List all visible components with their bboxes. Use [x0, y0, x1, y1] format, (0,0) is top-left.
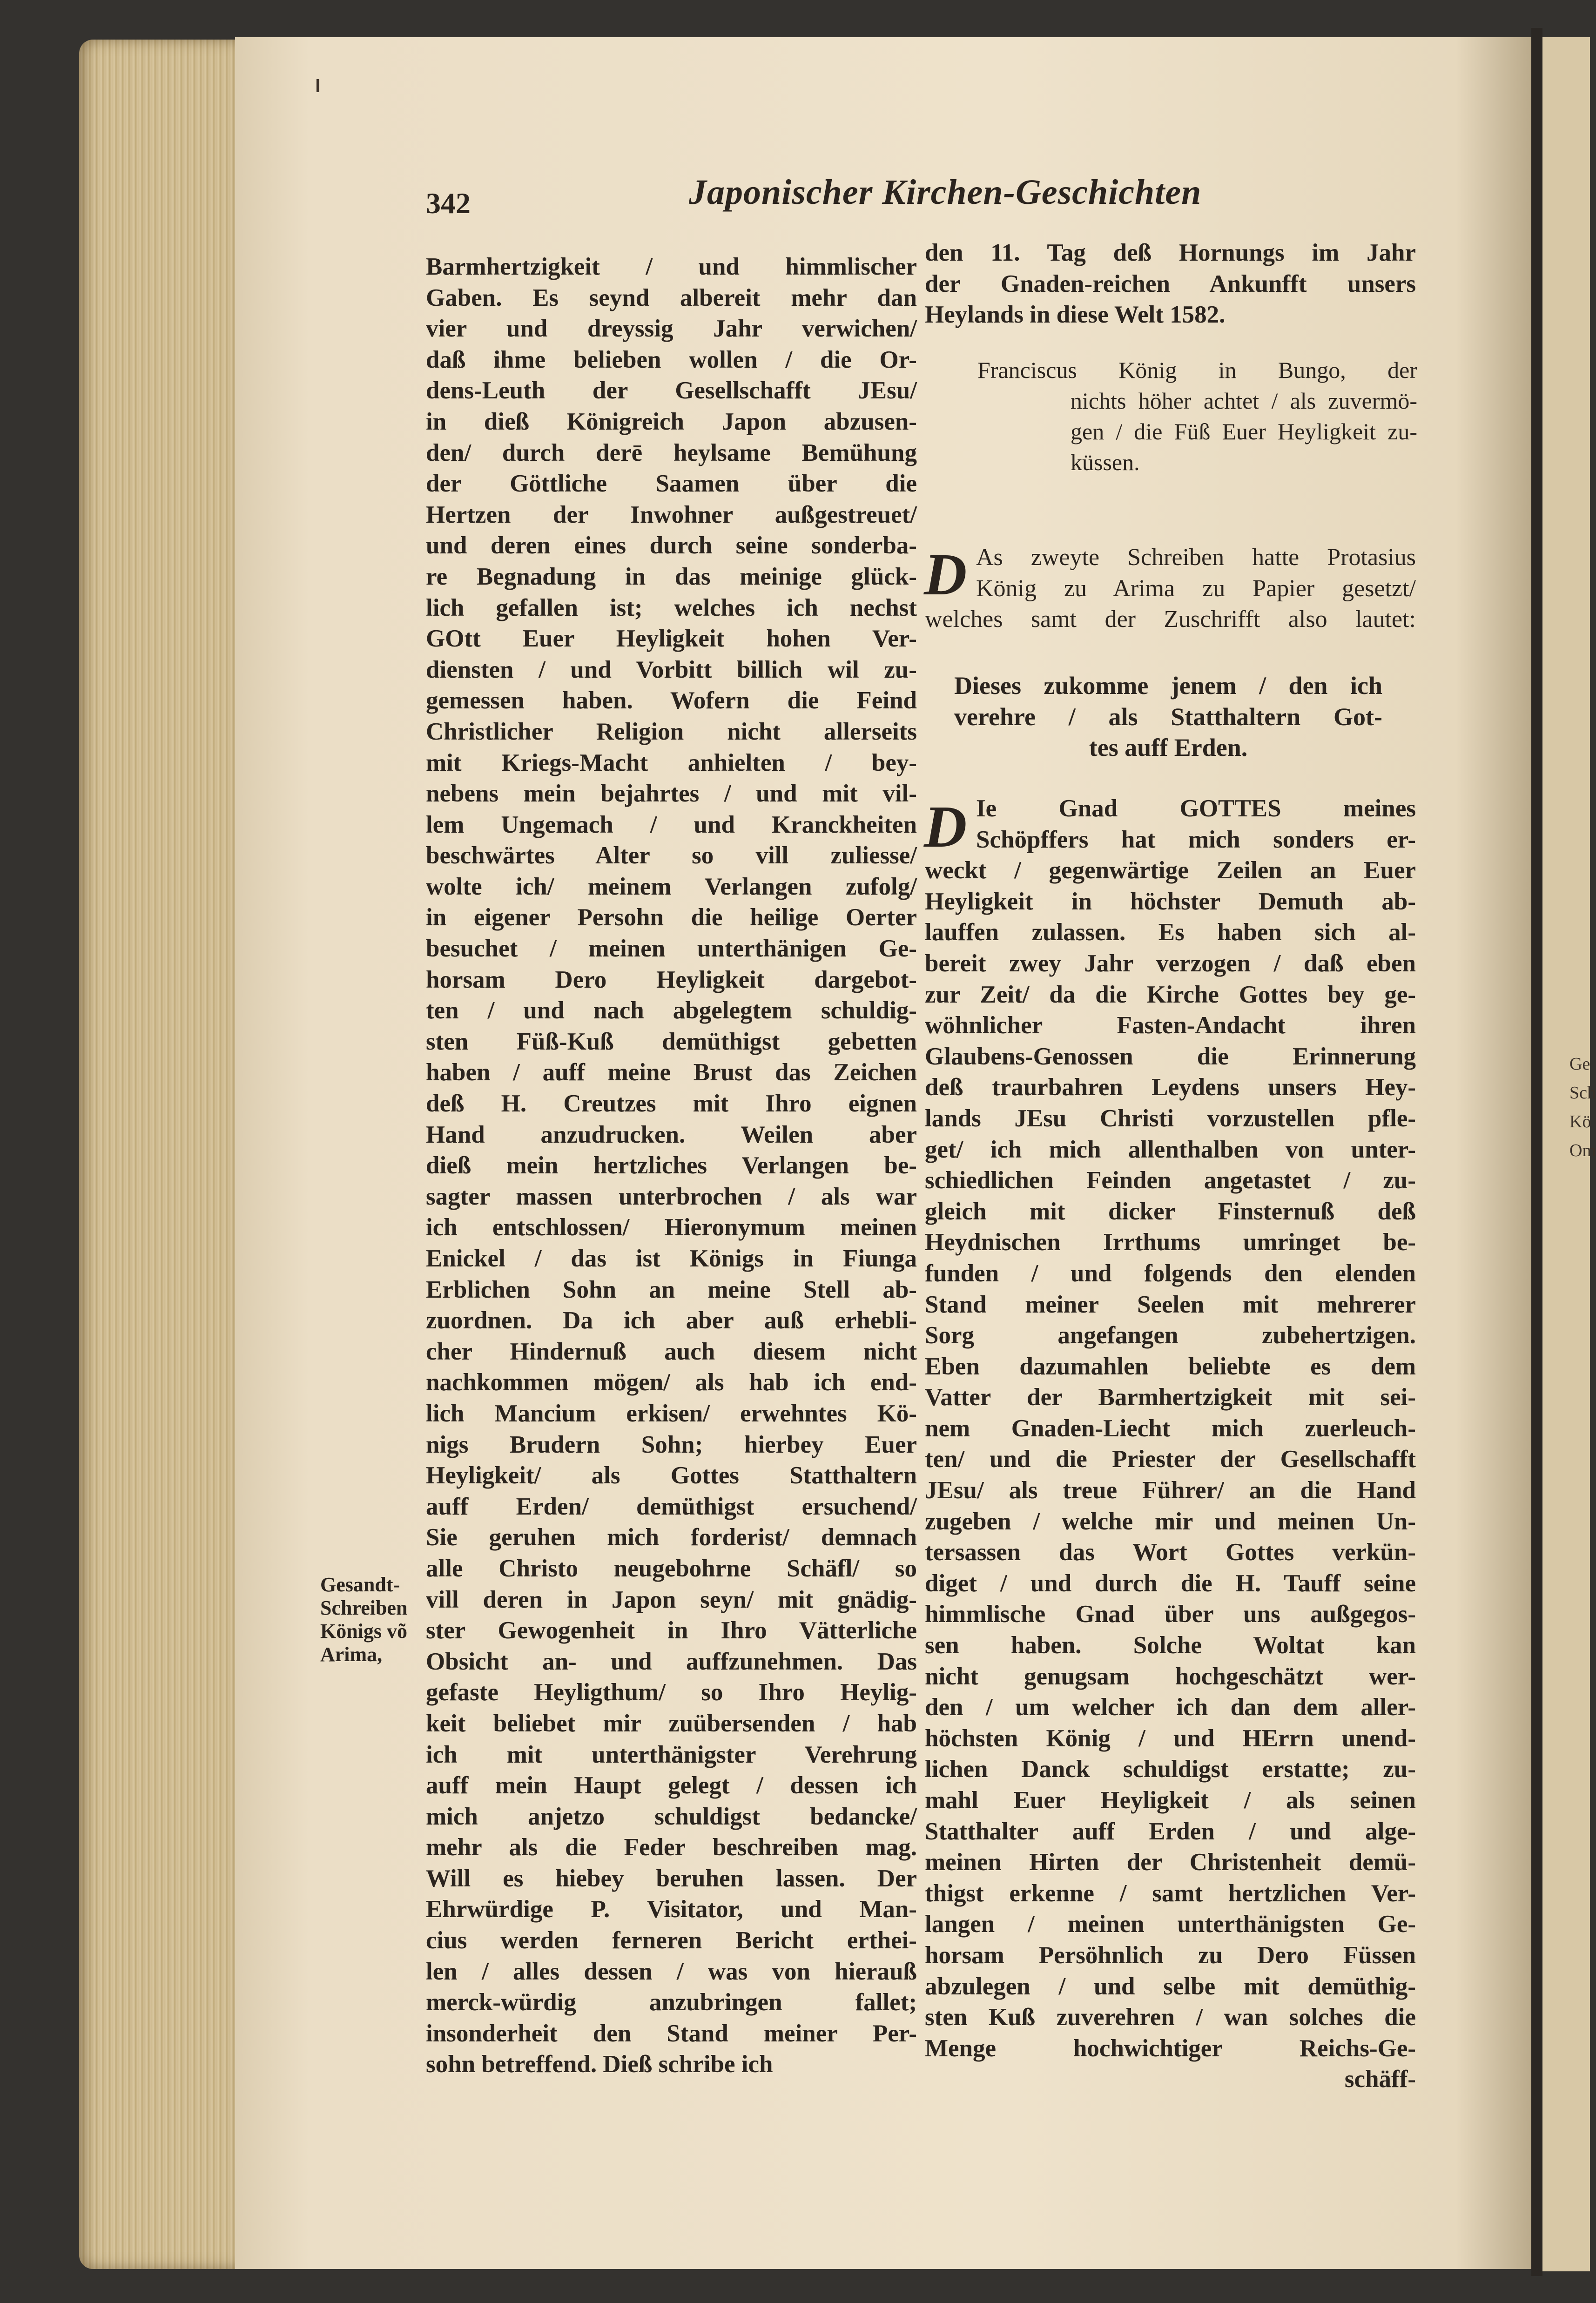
text-line: besuchet / meinen unterthänigen Ge-: [426, 935, 917, 963]
text-line: Sch: [1569, 1083, 1596, 1103]
text-line: Heylands in diese Welt 1582.: [925, 301, 1226, 329]
text-line: Statthalter auff Erden / und alge-: [925, 1818, 1416, 1845]
text-line: Ehrwürdige P. Visitator, und Man-: [426, 1896, 917, 1923]
text-line: Hertzen der Inwohner außgestreuet/: [426, 501, 917, 528]
text-line: in eigener Persohn die heilige Oerter: [426, 904, 917, 931]
drop-cap: D: [924, 794, 967, 860]
text-line: den / um welcher ich dan dem aller-: [925, 1694, 1416, 1721]
text-line: den 11. Tag deß Hornungs im Jahr: [925, 239, 1416, 266]
letter-date-closing: [925, 237, 1416, 330]
text-line: auff Erden/ demüthigst ersuchend/: [426, 1493, 917, 1520]
text-line: lich Mancium erkisen/ erwehntes Kö-: [426, 1400, 917, 1427]
text-line: schäff-: [1344, 2066, 1416, 2093]
text-line: Heyligkeit/ als Gottes Statthaltern: [426, 1462, 917, 1489]
text-line: diensten / und Vorbitt billich wil zu-: [426, 656, 917, 683]
text-line: sten Füß-Kuß demüthigst gebetten: [426, 1028, 917, 1055]
text-line: in dieß Königreich Japon abzusen-: [426, 408, 917, 435]
text-line: Ge: [1569, 1054, 1590, 1074]
text-line: langen / meinen unterthänigsten Ge-: [925, 1911, 1416, 1938]
text-line: Glaubens-Genossen die Erinnerung: [925, 1043, 1416, 1070]
text-line: wöhnlicher Fasten-Andacht ihren: [925, 1012, 1416, 1039]
text-line: Christlicher Religion nicht allerseits: [426, 718, 917, 745]
text-line: vier und dreyssig Jahr verwichen/: [426, 315, 917, 343]
text-line: lauffen zulassen. Es haben sich al-: [925, 919, 1416, 946]
text-line: lich gefallen ist; welches ich nechst: [426, 594, 917, 621]
text-line: sohn betreffend. Dieß schribe ich: [426, 2051, 773, 2078]
text-line: Enickel / das ist Königs in Fiunga: [426, 1245, 917, 1272]
text-line: nigs Brudern Sohn; hierbey Euer: [426, 1431, 917, 1458]
text-line: Franciscus König in Bungo, der: [977, 357, 1417, 383]
text-line: horsam Persöhnlich zu Dero Füssen: [925, 1941, 1416, 1969]
text-line: nicht genugsam hochgeschätzt wer-: [925, 1663, 1416, 1690]
text-line: der Gnaden-reichen Ankunfft unsers: [925, 270, 1416, 297]
text-line: gefaste Heyligthum/ so Ihro Heylig-: [426, 1679, 917, 1706]
text-line: GOtt Euer Heyligkeit hohen Ver-: [426, 625, 917, 653]
text-line: sen haben. Solche Woltat kan: [925, 1632, 1416, 1659]
text-line: mit Kriegs-Macht anhielten / bey-: [426, 749, 917, 776]
text-line: und deren eines durch seine sonderba-: [426, 532, 917, 559]
text-line: nem Gnaden-Liecht mich zuerleuch-: [925, 1414, 1416, 1442]
text-line: verehre / als Statthaltern Got-: [954, 702, 1382, 731]
letter-address-heading: [954, 670, 1382, 763]
text-line: keit beliebet mir zuübersenden / hab: [426, 1710, 917, 1737]
text-line: gen / die Füß Euer Heyligkeit zu-: [1071, 418, 1417, 444]
text-line: Hand anzudrucken. Weilen aber: [426, 1121, 917, 1148]
text-line: Arima,: [320, 1643, 383, 1666]
text-line: Gesandt-: [320, 1573, 400, 1596]
text-line: dens-Leuth der Gesellschafft JEsu/: [426, 377, 917, 404]
signature-block: [977, 355, 1417, 478]
text-line: himmlische Gnad über uns außgegos-: [925, 1601, 1416, 1628]
text-line: nachkommen mögen/ als hab ich end-: [426, 1369, 917, 1396]
text-line: Eben dazumahlen beliebte es dem: [925, 1353, 1416, 1380]
text-line: deß traurbahren Leydens unsers Hey-: [925, 1074, 1416, 1101]
text-line: diget / und durch die H. Tauff seine: [925, 1569, 1416, 1597]
text-line: Sie geruhen mich forderist/ demnach: [426, 1524, 917, 1551]
text-line: As zweyte Schreiben hatte Protasius: [976, 544, 1416, 571]
text-line: Menge hochwichtiger Reichs-Ge-: [925, 2034, 1416, 2062]
text-line: abzulegen / und selbe mit demüthig-: [925, 1973, 1416, 2000]
text-line: len / alles dessen / was von hierauß: [426, 1958, 917, 1985]
text-line: mehr als die Feder beschreiben mag.: [426, 1834, 917, 1861]
text-line: nebens mein bejahrtes / und mit vil-: [426, 780, 917, 808]
text-line: weckt / gegenwärtige Zeilen an Euer: [925, 857, 1416, 884]
page-number: 342: [426, 187, 471, 220]
text-line: meinen Hirten der Christenheit demü-: [925, 1849, 1416, 1876]
left-column: [426, 251, 917, 2080]
text-line: merck-würdig anzubringen fallet;: [426, 1989, 917, 2016]
text-line: zuordnen. Da ich aber auß erhebli-: [426, 1307, 917, 1334]
text-line: ten / und nach abgelegtem schuldig-: [426, 997, 917, 1024]
text-line: Will es hiebey beruhen lassen. Der: [426, 1865, 917, 1892]
text-line: mahl Euer Heyligkeit / als seinen: [925, 1787, 1416, 1814]
text-line: lichen Danck schuldigst erstatte; zu-: [925, 1756, 1416, 1783]
text-line: Heydnischen Irrthums umringet be-: [925, 1229, 1416, 1256]
book-gutter: [1531, 28, 1542, 2276]
text-line: sten Kuß zuverehren / wan solches die: [925, 2004, 1416, 2031]
text-line: Stand meiner Seelen mit mehrerer: [925, 1291, 1416, 1318]
text-line: vill deren in Japon seyn/ mit gnädig-: [426, 1586, 917, 1613]
text-line: get/ ich mich allenthalben von unter-: [925, 1136, 1416, 1163]
text-line: lands JEsu Christi vorzustellen pfle-: [925, 1104, 1416, 1132]
text-line: Ie Gnad GOTTES meines: [976, 795, 1416, 822]
text-line: Obsicht an- und auffzunehmen. Das: [426, 1648, 917, 1675]
text-line: küssen.: [1071, 449, 1140, 475]
text-line: dieß mein hertzliches Verlangen be-: [426, 1152, 917, 1179]
letter-body: [925, 793, 1416, 2095]
text-line: den/ durch derē heylsame Bemühung: [426, 439, 917, 466]
text-line: insonderheit den Stand meiner Per-: [426, 2020, 917, 2047]
text-line: Königs võ: [320, 1620, 408, 1643]
text-line: Heyligkeit in höchster Demuth ab-: [925, 888, 1416, 915]
text-line: wolte ich/ meinem Verlangen zufolg/: [426, 873, 917, 900]
drop-cap: D: [924, 541, 967, 607]
text-line: höchsten König / und HErrn unend-: [925, 1724, 1416, 1752]
next-page-fragment: [1569, 1050, 1596, 1165]
text-line: schiedlichen Feinden angetastet / zu-: [925, 1167, 1416, 1194]
text-line: funden / und folgends den elenden: [925, 1259, 1416, 1287]
text-line: tes auff Erden.: [1089, 734, 1248, 762]
text-line: lem Ungemach / und Kranckheiten: [426, 811, 917, 838]
text-line: beschwärtes Alter so vill zuliesse/: [426, 842, 917, 869]
text-line: mich anjetzo schuldigst bedancke/: [426, 1803, 917, 1830]
text-line: Vatter der Barmhertzigkeit mit sei-: [925, 1384, 1416, 1411]
text-line: tersassen das Wort Gottes verkün-: [925, 1539, 1416, 1566]
text-line: ster Gewogenheit in Ihro Vätterliche: [426, 1617, 917, 1644]
text-line: auff mein Haupt gelegt / dessen ich: [426, 1772, 917, 1799]
text-line: Schöpffers hat mich sonders er-: [976, 826, 1416, 853]
intro-paragraph: [925, 542, 1416, 635]
text-line: alle Christo neugebohrne Schäfl/ so: [426, 1555, 917, 1582]
text-line: cius werden ferneren Bericht erthei-: [426, 1927, 917, 1954]
text-line: ich entschlossen/ Hieronymum meinen: [426, 1214, 917, 1241]
text-line: bereit zwey Jahr verzogen / daß eben: [925, 949, 1416, 977]
running-title: Japonischer Kirchen-Geschichten: [689, 173, 1202, 212]
text-line: gleich mit dicker Finsternuß deß: [925, 1198, 1416, 1225]
text-line: der Göttliche Saamen über die: [426, 470, 917, 498]
text-line: ten/ und die Priester der Gesellschafft: [925, 1446, 1416, 1473]
text-line: re Begnadung in das meinige glück-: [426, 563, 917, 590]
text-line: König zu Arima zu Papier gesetzt/: [976, 575, 1416, 602]
text-line: haben / auff meine Brust das Zeichen: [426, 1059, 917, 1086]
text-line: Om: [1569, 1141, 1596, 1160]
text-line: zugeben / welche mir und meinen Un-: [925, 1508, 1416, 1535]
text-line: zur Zeit/ da die Kirche Gottes bey ge-: [925, 981, 1416, 1008]
margin-note: [320, 1573, 407, 1666]
page-edges: [79, 40, 240, 2269]
text-line: thigst erkenne / samt hertzlichen Ver-: [925, 1879, 1416, 1907]
text-line: sagter massen unterbrochen / als war: [426, 1183, 917, 1210]
text-line: cher Hindernuß auch diesem nicht: [426, 1338, 917, 1365]
text-line: Gaben. Es seynd albereit mehr dan: [426, 284, 917, 311]
text-line: horsam Dero Heyligkeit dargebot-: [426, 966, 917, 993]
text-line: Schreiben: [320, 1596, 408, 1619]
ink-mark: [317, 79, 319, 92]
text-line: daß ihme belieben wollen / die Or-: [426, 346, 917, 373]
text-line: gemessen haben. Wofern die Feind: [426, 687, 917, 714]
text-line: Sorg angefangen zubehertzigen.: [925, 1322, 1416, 1349]
text-line: Kö: [1569, 1112, 1591, 1131]
text-line: ich mit unterthänigster Verehrung: [426, 1741, 917, 1768]
text-line: Erblichen Sohn an meine Stell ab-: [426, 1276, 917, 1303]
text-line: nichts höher achtet / als zuvermö-: [1071, 388, 1417, 414]
text-line: Barmhertzigkeit / und himmlischer: [426, 253, 917, 280]
text-line: deß H. Creutzes mit Ihro eignen: [426, 1090, 917, 1118]
text-line: welches samt der Zuschrifft also lautet:: [925, 606, 1416, 633]
text-line: JEsu/ als treue Führer/ an die Hand: [925, 1477, 1416, 1504]
text-line: Dieses zukomme jenem / den ich: [954, 672, 1382, 700]
